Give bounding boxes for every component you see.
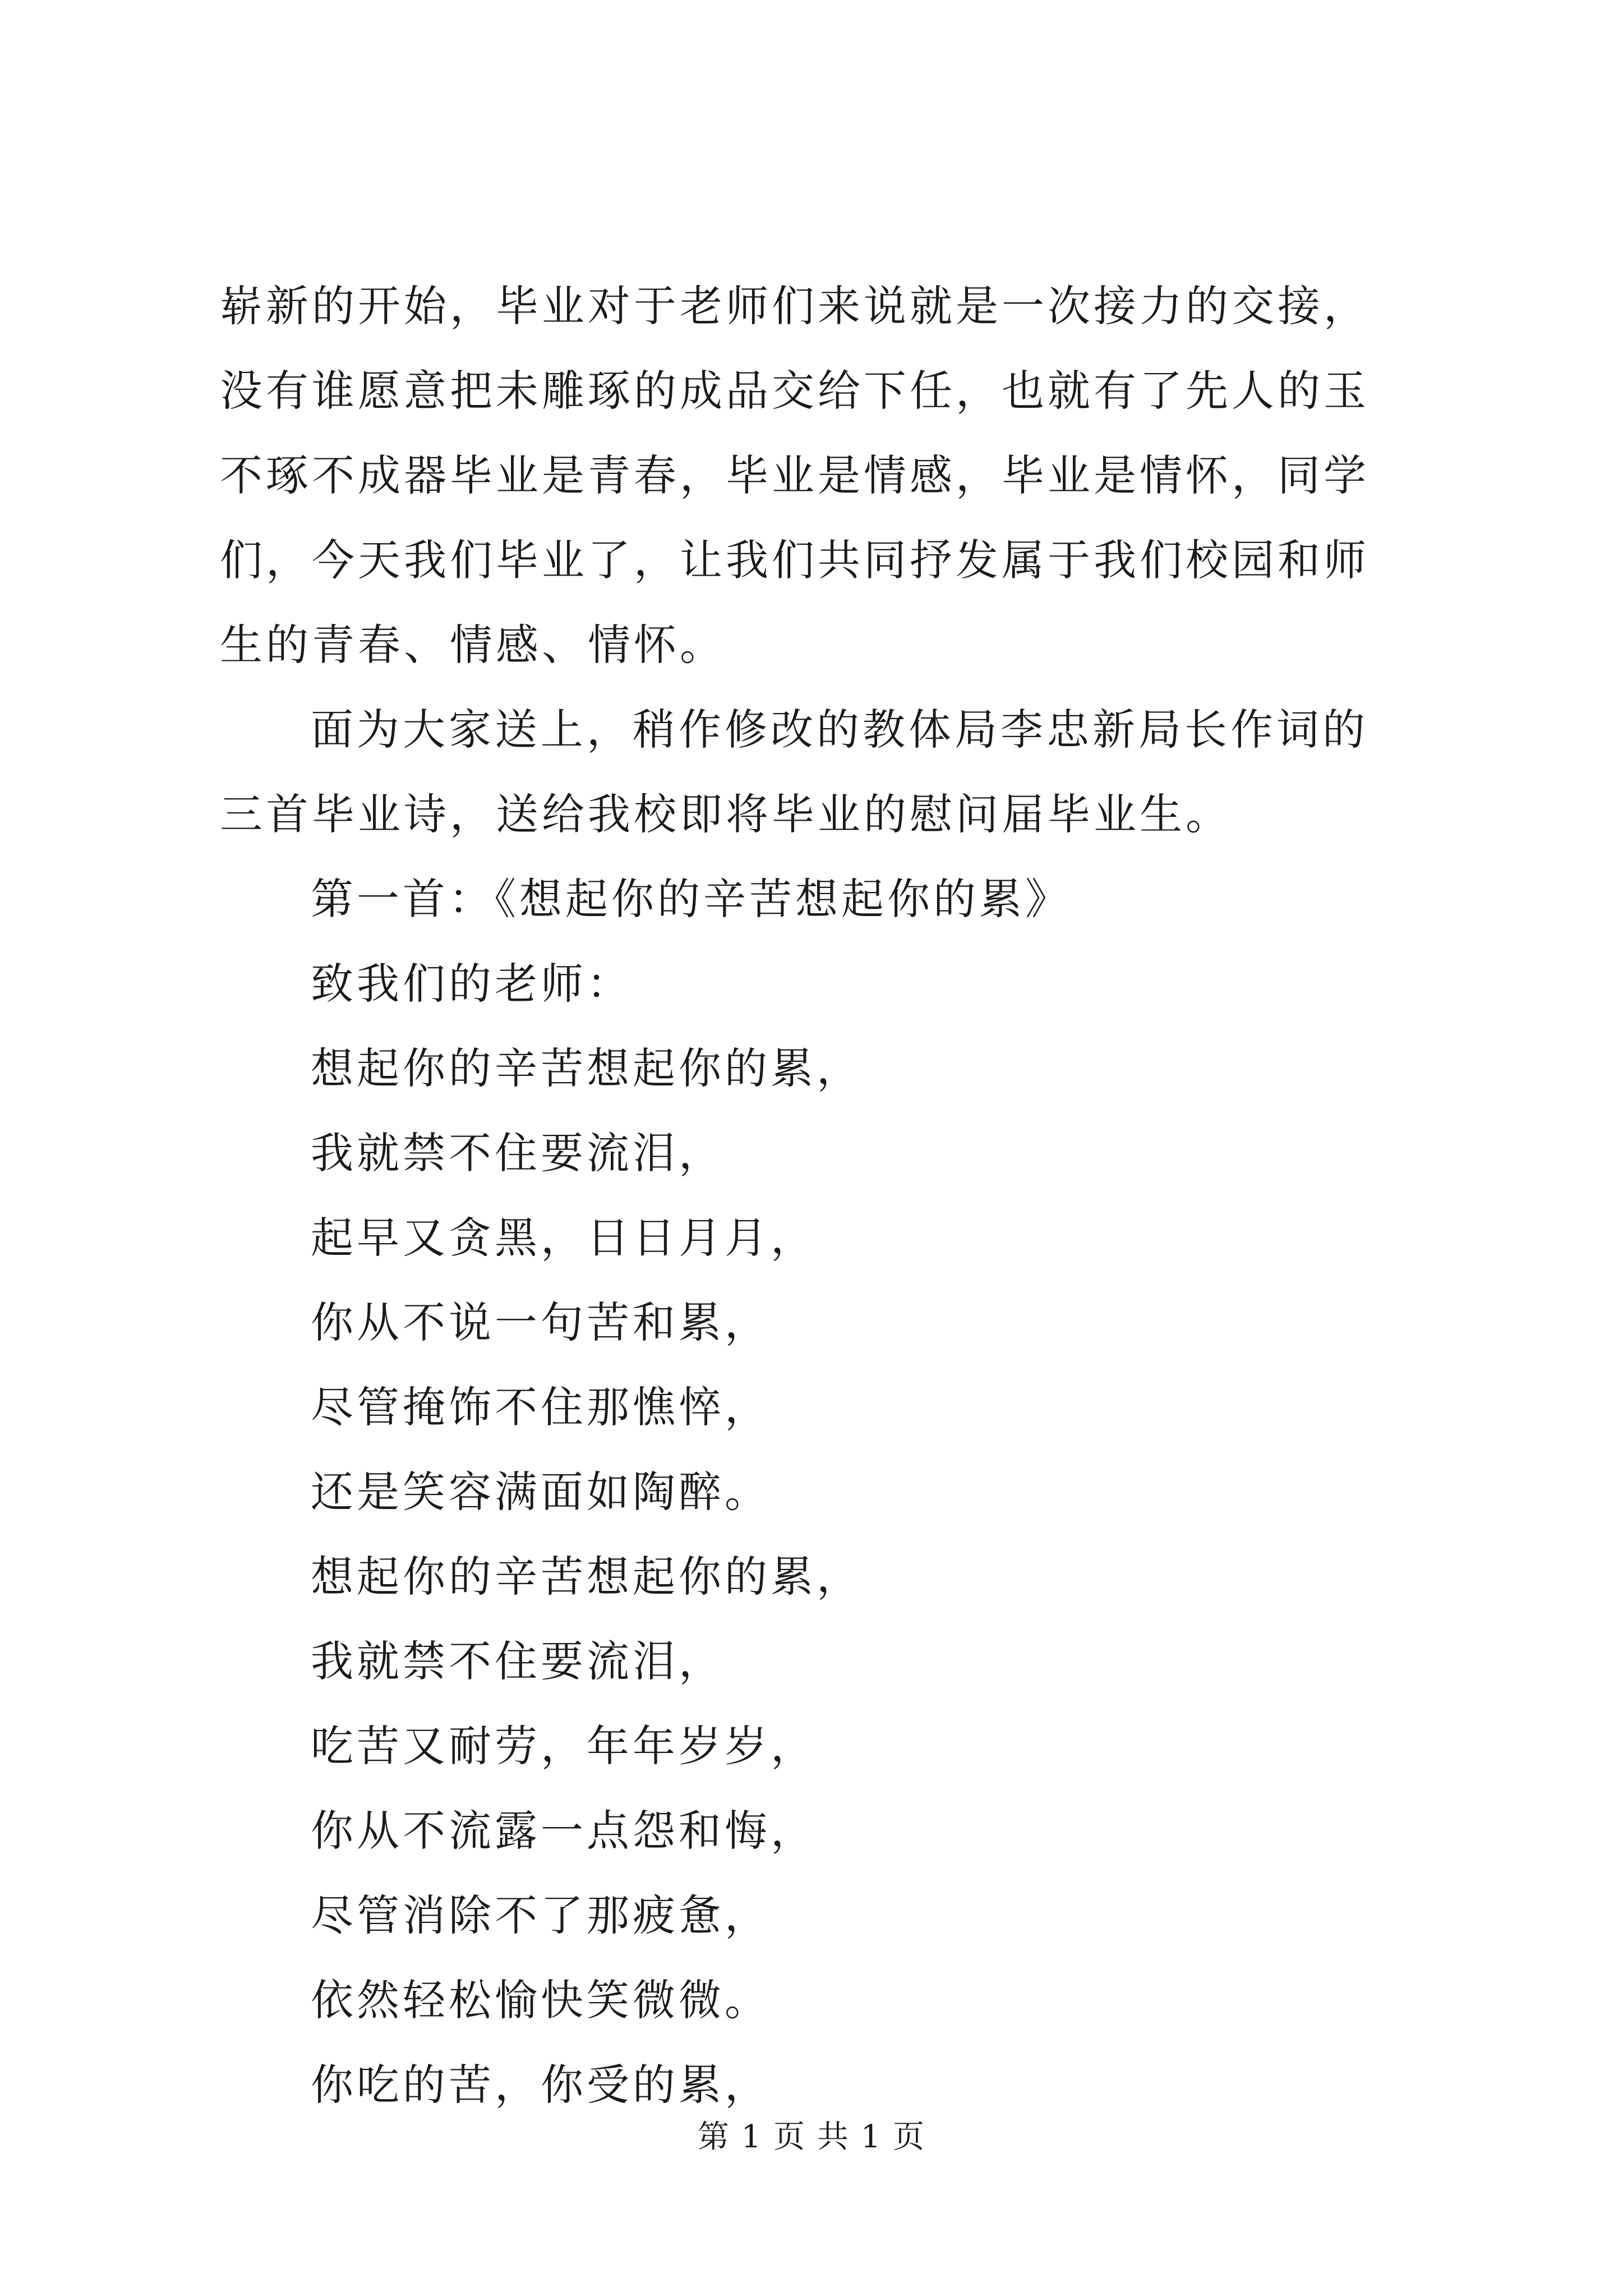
poem-title: 第一首：《想起你的辛苦想起你的累》 xyxy=(311,874,1071,924)
poem-line: 我就禁不住要流泪， xyxy=(311,1636,725,1686)
poem-line: 尽管掩饰不住那憔悴， xyxy=(311,1382,771,1432)
poem-line: 还是笑容满面如陶醉。 xyxy=(311,1467,771,1517)
paragraph-introduction: 面为大家送上，稍作修改的教体局李忠新局长作词的三首毕业诗，送给我校即将毕业的慰问届毕业生。 xyxy=(220,705,1368,839)
poem-line: 你从不流露一点怨和悔， xyxy=(311,1806,817,1856)
poem-line: 想起你的辛苦想起你的累， xyxy=(311,1552,863,1602)
poem-line: 想起你的辛苦想起你的累， xyxy=(311,1043,863,1093)
poem-line: 尽管消除不了那疲惫， xyxy=(311,1890,771,1940)
poem-line: 你吃的苦，你受的累， xyxy=(311,2060,771,2110)
poem-dedication: 致我们的老师： xyxy=(311,959,633,1009)
poem-line: 我就禁不住要流泪， xyxy=(311,1128,725,1178)
poem-line: 起早又贪黑，日日月月， xyxy=(311,1213,817,1263)
page-footer: 第 1 页 共 1 页 xyxy=(697,2119,926,2155)
paragraph-opening: 崭新的开始，毕业对于老师们来说就是一次接力的交接，没有谁愿意把未雕琢的成品交给下任，也就有了先人的玉不琢不成器毕业是青春，毕业是情感，毕业是情怀，同学们，今天我们毕业了，让我们共同抒发属于我们校园和师生的青春、情感、情怀。 xyxy=(220,281,1370,670)
document-body xyxy=(220,264,1409,2127)
poem-line: 吃苦又耐劳，年年岁岁， xyxy=(311,1721,817,1771)
poem-line: 你从不说一句苦和累， xyxy=(311,1297,771,1347)
poem-line: 依然轻松愉快笑微微。 xyxy=(311,1975,771,2025)
